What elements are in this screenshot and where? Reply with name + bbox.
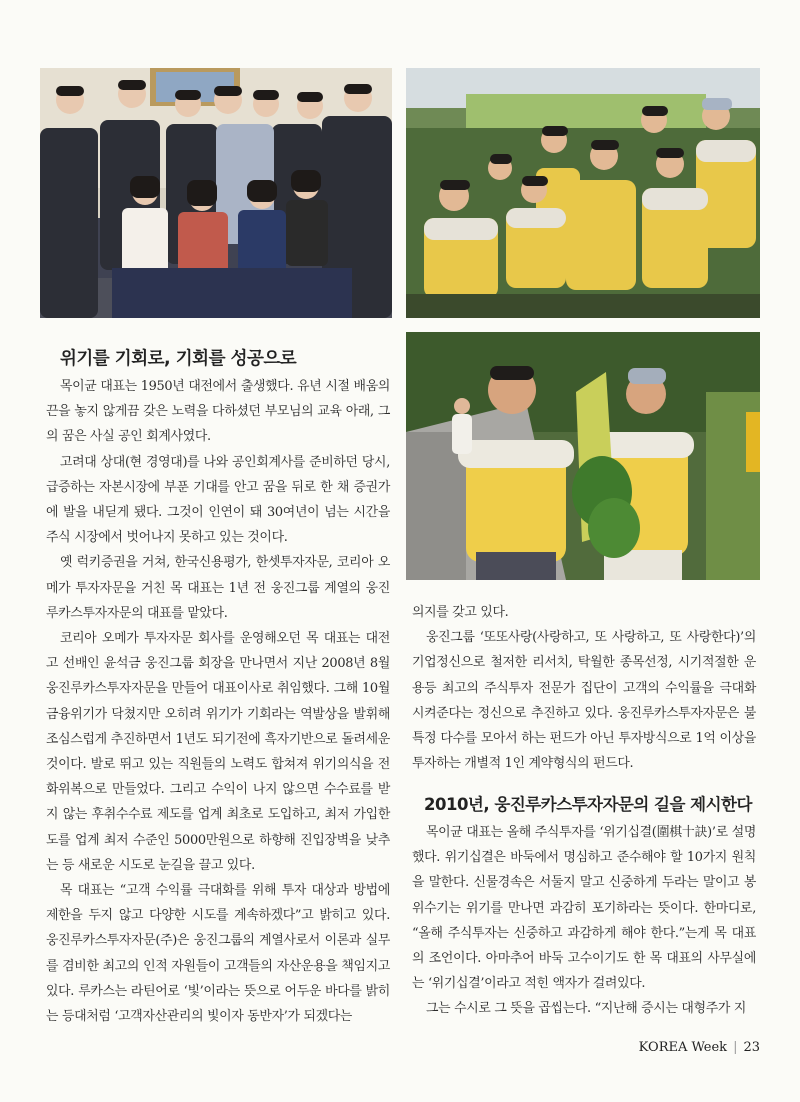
paragraph: 목 대표는 “고객 수익률 극대화를 위해 투자 대상과 방법에 제한을 두지 않고 다양한 시도를 계속하겠다”고 밝히고 있다. 웅진루카스투자자문(주)은 웅진그룹의 계열사로서 이론과 실무를 겸비한 최고의 인적 자원들이 고객들의 자산운용을 책임지고 있다. 루카스는 라틴어로 ‘빛’이라는 뜻으로 어두운 바다를 밝히는 등대처럼 ‘고객자산관리의 빛이자 동반자’가 되겠다는	[46, 883, 390, 1025]
left-column-text	[46, 374, 390, 1029]
section-heading-2010: 2010년, 웅진루카스투자자문의 길을 제시한다	[424, 795, 752, 814]
paragraph: 고려대 상대(현 경영대)를 나와 공인회계사를 준비하던 당시, 급증하는 자본시장에 부푼 기대를 안고 꿈을 뒤로 한 채 증권가에 발을 내딛게 됐다. 그것이 인연이 돼 30여년이 넘는 시간을 주식 시장에서 벗어나지 못하고 있는 것이다.	[46, 454, 390, 546]
section-heading-crisis: 위기를 기회로, 기회를 성공으로	[60, 349, 297, 369]
paragraph: 목이균 대표는 올해 주식투자를 ‘위기십결(圍棋十訣)’로 설명했다. 위기십결은 바둑에서 명심하고 준수해야 할 10가지 원칙을 말한다. 신물경속은 서둘지 말고 신중하게 두라는 말이고 봉위수기는 위기를 만나면 과감히 포기하라는 뜻이다. 한마디로, “올해 주식투자는 신중하고 과감하게 해야 한다.”는게 목 대표의 조언이다. 아마추어 바둑 고수이기도 한 목 대표의 사무실에는 ‘위기십결’이라고 적힌 액자가 걸려있다.	[412, 825, 756, 992]
page-number: 23	[743, 1040, 760, 1055]
right-column-text-top	[412, 600, 756, 776]
paragraph: 코리아 오메가 투자자문 회사를 운영해오던 목 대표는 대전고 선배인 윤석금 웅진그룹 회장을 만나면서 지난 2008년 8월 웅진루카스투자자문을 만들어 대표이사로 취임했다. 그해 10월 금융위기가 닥쳤지만 오히려 위기가 기회라는 역발상을 발휘해 조심스럽게 추진하면서 1년도 되기전에 흑자기반으로 돌려세운 것이다. 발로 뛰고 있는 직원들의 노력도 합쳐져 위기의식을 전화위복으로 만들었다. 그리고 수익이 나지 않으면 수수료를 받지 않는 후취수수료 제도를 업계 최초로 도입하고, 최저 가입한도를 업계 최저 수준인 5000만원으로 하향해 진입장벽을 낮추는 등 새로운 시도로 눈길을 끌고 있다.	[46, 631, 390, 873]
outdoor-pair-photo	[406, 332, 760, 580]
footer-divider: |	[733, 1040, 738, 1055]
group-office-photo	[40, 68, 392, 318]
outdoor-team-photo	[406, 68, 760, 318]
paragraph: 옛 럭키증권을 거쳐, 한국신용평가, 한셋투자자문, 코리아 오메가 투자자문을 거친 목 대표는 1년 전 웅진그룹 계열의 웅진루카스투자자문의 대표를 맡았다.	[46, 555, 390, 621]
right-column-text-bottom	[412, 820, 756, 1022]
page-footer	[639, 1040, 760, 1055]
paragraph: 웅진그룹 ‘또또사랑(사랑하고, 또 사랑하고, 또 사랑한다)’의 기업정신으로 철저한 리서치, 탁월한 종목선정, 시기적절한 운용등 최고의 주식투자 전문가 집단이 고객의 수익률을 극대화 시켜준다는 정신으로 추진하고 있다. 웅진루카스투자자문은 불특정 다수를 모아서 하는 펀드가 아닌 투자방식으로 1억 이상을 투자하는 개별적 1인 계약형식의 펀드다.	[412, 630, 756, 772]
paragraph: 의지를 갖고 있다.	[412, 605, 509, 620]
paragraph: 그는 수시로 그 뜻을 곱씹는다. “지난해 증시는 대형주가 지	[426, 1001, 746, 1017]
magazine-name: KOREA Week	[638, 1040, 728, 1055]
paragraph: 목이균 대표는 1950년 대전에서 출생했다. 유년 시절 배움의 끈을 놓지 않게끔 갖은 노력을 다하셨던 부모님의 교육 아래, 그의 꿈은 사실 공인 회계사였다.	[46, 379, 390, 445]
